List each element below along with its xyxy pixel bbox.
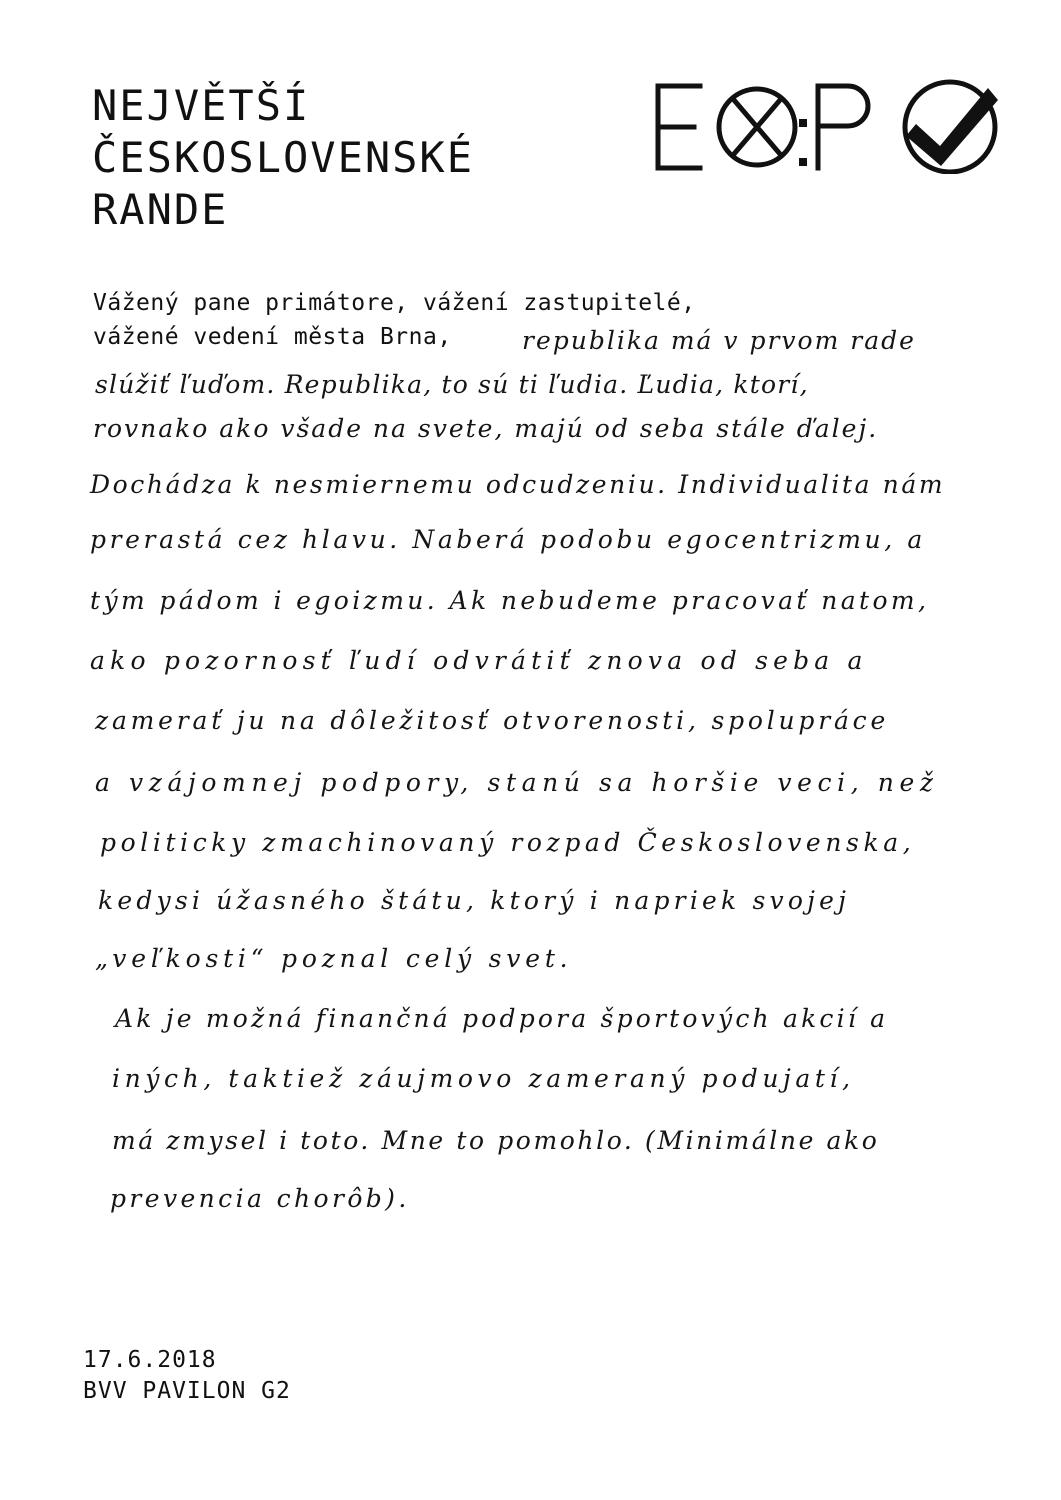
title-line-3: RANDE [92,185,229,234]
salutation-line-1: Vážený pane primátore, vážení zastupitelé, [93,290,696,316]
handwritten-line: prevencia chorôb). [110,1184,410,1213]
handwritten-line: politicky zmachinovaný rozpad Československa, [100,828,916,857]
salutation-line-2: vážené vedení města Brna, [93,324,452,350]
handwritten-line: tým pádom i egoizmu. Ak nebudeme pracovať natom, [90,586,930,615]
handwritten-line: slúžiť ľuďom. Republika, to sú ti ľudia. Ľudia, ktorí, [95,370,809,399]
handwritten-line: ako pozornosť ľudí odvrátiť znova od seba a [90,646,868,675]
handwritten-line: iných, taktiež záujmovo zameraný podujatí, [112,1064,855,1093]
expo-logo [652,78,1000,174]
handwritten-line: a vzájomnej podpory, stanú sa horšie veci, než [95,768,939,797]
title-line-1: NEJVĚTŠÍ [92,81,311,130]
handwritten-line: Dochádza k nesmiernemu odcudzeniu. Individualita nám [90,470,946,499]
event-date: 17.6.2018 [83,1347,217,1373]
handwritten-line: prerastá cez hlavu. Naberá podobu egocentrizmu, a [90,525,926,554]
page-title [92,80,474,236]
handwritten-line: kedysi úžasného štátu, ktorý i napriek svojej [98,886,851,915]
handwritten-line: zamerať ju na dôležitosť otvorenosti, spolupráce [95,706,890,735]
title-line-2: ČESKOSLOVENSKÉ [92,133,475,182]
handwritten-line: má zmysel i toto. Mne to pomohlo. (Minimálne ako [112,1126,880,1155]
event-venue: BVV PAVILON G2 [83,1378,291,1404]
handwritten-line: rovnako ako všade na svete, majú od seba stále ďalej. [93,414,879,443]
handwritten-line: republika má v prvom rade [522,326,916,355]
handwritten-line: Ak je možná finančná podpora športových akcií a [115,1004,889,1033]
handwritten-line: „veľkosti“ poznal celý svet. [95,944,573,973]
